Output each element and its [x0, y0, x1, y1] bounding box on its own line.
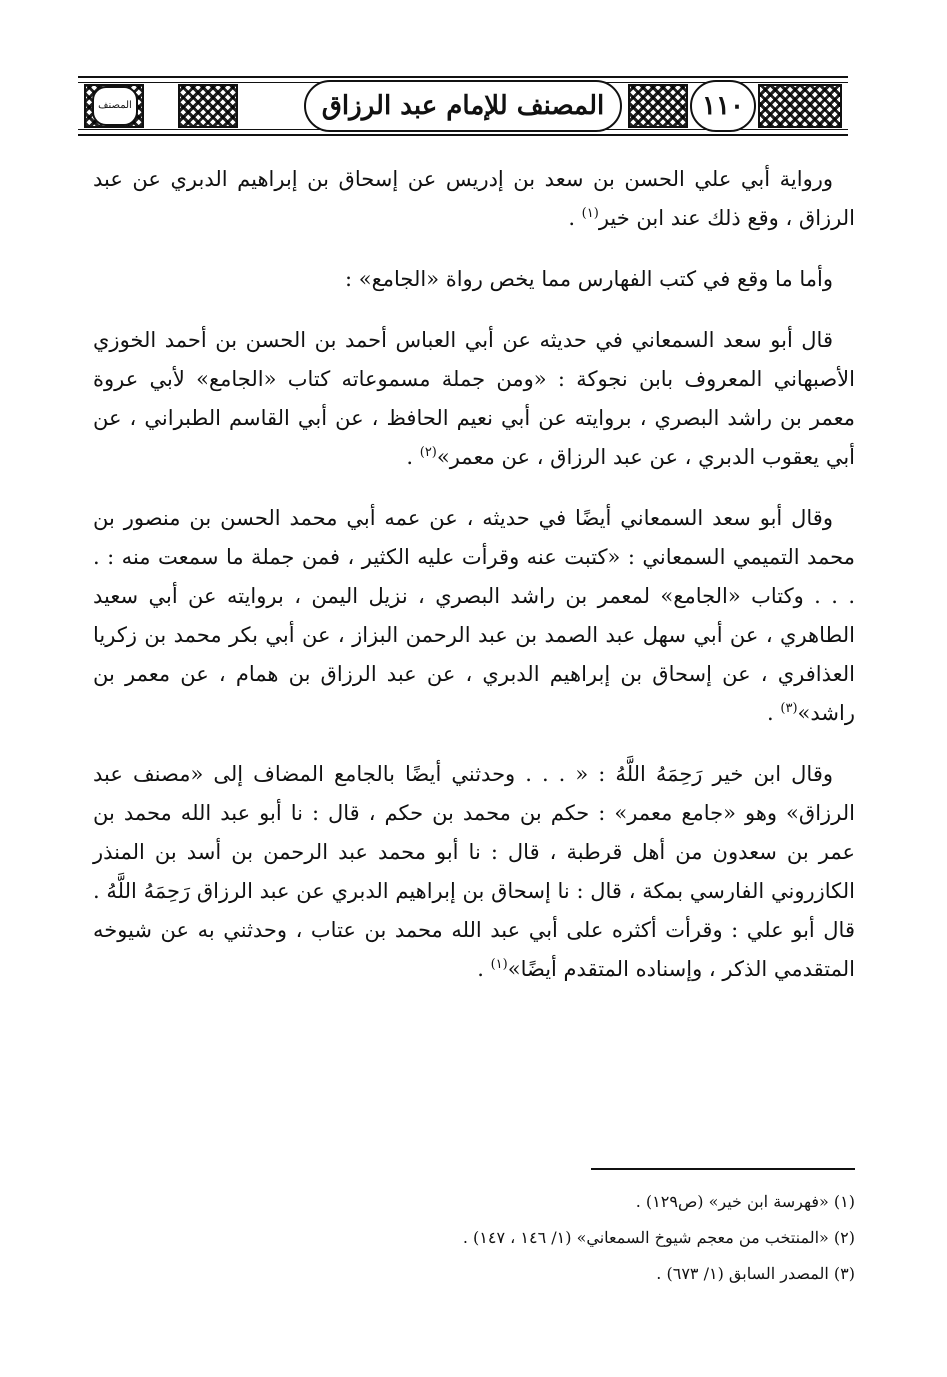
- paragraph: [93, 160, 855, 238]
- paragraph-text: وأما ما وقع في كتب الفهارس مما يخص رواة «الجامع» :: [344, 267, 833, 291]
- ornament-icon: [758, 84, 842, 128]
- page-header: [78, 76, 848, 136]
- footnote-ref: (٣): [780, 701, 798, 716]
- footnote-ref: (١): [490, 957, 508, 972]
- footnote-ref: (١): [581, 206, 599, 221]
- paragraph: [93, 755, 855, 989]
- paragraph: [93, 260, 855, 299]
- paragraph-text: قال أبو سعد السمعاني في حديثه عن أبي العباس أحمد بن الحسن بن أحمد الخوزي الأصبهاني المعروف بابن نجوكة : «ومن جملة مسموعاته كتاب «الجامع» لأبي عروة معمر بن راشد البصري ، بروايته عن أبي نعيم الحافظ ، عن أبي القاسم الطبراني ، عن أبي يعقوب الدبري ، عن عبد الرزاق ، عن معمر»: [93, 328, 855, 469]
- end-mark: .: [767, 701, 781, 725]
- main-text: [93, 160, 855, 1011]
- running-title: المصنف للإمام عبد الرزاق: [304, 80, 622, 132]
- footnote-ref: (٢): [419, 445, 437, 460]
- page-number: ١١٠: [690, 80, 756, 132]
- ornament-icon: [178, 84, 238, 128]
- end-mark: .: [406, 445, 420, 469]
- footnote: (٣) المصدر السابق (١/ ٦٧٣) .: [656, 1264, 855, 1283]
- ornament-icon: [628, 84, 688, 128]
- end-mark: .: [477, 957, 491, 981]
- end-mark: .: [568, 206, 582, 230]
- seal-logo-icon: المصنف: [92, 86, 138, 126]
- footnote: (١) «فهرسة ابن خير» (ص١٢٩) .: [635, 1192, 855, 1211]
- footnote-divider: [591, 1168, 855, 1170]
- paragraph-text: ورواية أبي علي الحسن بن سعد بن إدريس عن إسحاق بن إبراهيم الدبري عن عبد الرزاق ، وقع ذلك عند ابن خير: [93, 167, 855, 230]
- paragraph: [93, 499, 855, 733]
- paragraph-text: وقال أبو سعد السمعاني أيضًا في حديثه ، عن عمه أبي محمد الحسن بن منصور بن محمد التميمي السمعاني : «كتبت عنه وقرأت عليه الكثير ، فمن جملة ما سمعت منه : . . . . وكتاب «الجامع» لمعمر بن راشد البصري ، نزيل اليمن ، بروايته عن أبي سعيد الطاهري ، عن أبي سهل عبد الصمد بن عبد الرحمن البزاز ، عن أبي بكر محمد بن زكريا العذافري ، عن إسحاق بن إبراهيم الدبري ، عن عبد الرزاق بن همام ، عن معمر بن راشد»: [93, 506, 855, 725]
- paragraph-text: وقال ابن خير رَحِمَهُ اللَّهُ : « . . . وحدثني أيضًا بالجامع المضاف إلى «مصنف عبد الرزاق» وهو «جامع معمر» : حكم بن محمد بن حكم ، قال : نا أبو عبد الله محمد بن عمر بن سعدون من أهل قرطبة ، قال : نا أبو محمد عبد الرحمن بن أسد بن المنذر الكازروني الفارسي بمكة ، قال : نا إسحاق بن إبراهيم الدبري عن عبد الرزاق رَحِمَهُ اللَّهُ . قال أبو علي : وقرأت أكثره على أبي عبد الله محمد بن عتاب ، وحدثني به عن شيوخه المتقدمي الذكر ، وإسناده المتقدم أيضًا»: [93, 762, 855, 981]
- footnote: (٢) «المنتخب من معجم شيوخ السمعاني» (١/ ١٤٦ ، ١٤٧) .: [462, 1228, 855, 1247]
- paragraph: [93, 321, 855, 477]
- footnotes: [93, 1184, 855, 1292]
